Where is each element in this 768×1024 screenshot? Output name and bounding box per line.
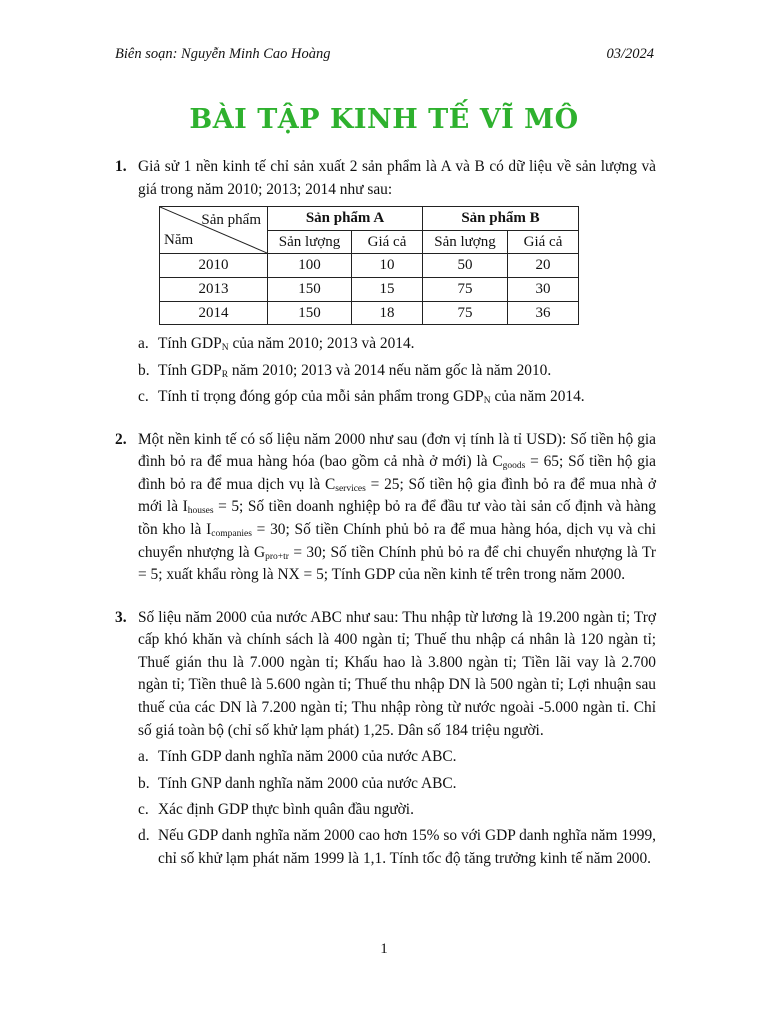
subquestion-letter: b. [138,361,150,379]
problem-3 [115,607,656,871]
subquestion-letter: b. [138,774,150,792]
subquestion-c [138,799,656,822]
text-run: = 30; Số tiền Chính phủ bỏ ra để mua hàng hóa, dịch vụ và chi chuyển nhượng là G [138,520,657,561]
subquestion-letter: d. [138,827,150,845]
subquestion-letter: a. [138,335,149,353]
document-title: BÀI TẬP KINH TẾ VĨ MÔ [189,104,579,135]
subquestion-text: Tính GNP danh nghĩa năm 2000 của nước ABC. [158,774,457,792]
data-table [159,206,579,325]
subscript: N [483,395,491,406]
header-product-a: Sản phẩm A [268,207,423,231]
problem-1-subquestions [138,333,656,408]
col-header-qty-a: Sản lượng [268,230,352,254]
cell-year: 2014 [160,301,268,325]
problem-3-subquestions [138,746,656,870]
author-credit: Biên soạn: Nguyễn Minh Cao Hoàng [115,46,331,62]
cell-year: 2013 [160,277,268,301]
subscript: companies [211,528,252,539]
cell-qty-a: 150 [268,277,352,301]
subquestion-letter: c. [138,387,149,405]
subscript: services [335,483,366,494]
cell-qty-a: 100 [268,254,352,278]
subscript: houses [187,506,214,517]
cell-year: 2010 [160,254,268,278]
subquestion-text: Tính GDP danh nghĩa năm 2000 của nước ABC. [158,748,457,766]
table-corner-cell [160,207,268,254]
subquestion-text: Tính tỉ trọng đóng góp của mỗi sản phẩm trong GDP [158,387,484,405]
cell-qty-b: 75 [423,301,508,325]
subquestion-text: Tính GDP [158,361,222,379]
cell-qty-a: 150 [268,301,352,325]
corner-label-product: Sản phẩm [201,212,261,229]
subscript: R [221,369,229,380]
table-header-row [160,207,579,231]
problem-text: Giả sử 1 nền kinh tế chỉ sản xuất 2 sản phẩm là A và B có dữ liệu về sản lượng và giá trong năm 2010; 2013; 2014 như sau: [138,158,656,198]
subquestion-letter: c. [138,801,149,819]
header-date: 03/2024 [606,46,654,62]
subscript: N [221,343,229,354]
cell-price-a: 18 [352,301,423,325]
cell-qty-b: 75 [423,277,508,301]
text-run: = 25; Số tiền hộ gia đình bỏ ra để mua nhà ở mới là I [138,475,656,516]
subquestion-text-cont: của năm 2010; 2013 và 2014. [228,335,415,353]
table-row [160,301,579,325]
problem-number: 2. [115,430,127,448]
subquestion-text-cont: năm 2010; 2013 và 2014 nếu năm gốc là năm 2010. [228,361,552,379]
subquestion-a [138,333,656,356]
cell-price-a: 10 [352,254,423,278]
cell-price-b: 30 [508,277,579,301]
text-run: Một nền kinh tế có số liệu năm 2000 như sau (đơn vị tính là tỉ USD): Số tiền hộ gia đình bỏ ra để mua hàng hóa (bao gồm cả nhà ở mới) là C [138,430,656,471]
text-run: = 5; Số tiền doanh nghiệp bỏ ra để đầu tư vào tài sản cố định và hàng tồn kho là I [138,498,656,538]
subscript: goods [502,461,526,472]
cell-price-a: 15 [352,277,423,301]
table-row [160,277,579,301]
subquestion-a [138,746,656,769]
subquestion-c [138,386,656,409]
subquestion-text: Xác định GDP thực bình quân đầu người. [158,801,414,819]
col-header-price-a: Giá cả [352,230,423,254]
problem-number: 3. [115,608,127,626]
subquestion-b [138,360,656,383]
problem-text [138,429,656,587]
col-header-qty-b: Sản lượng [423,230,508,254]
problem-2 [115,429,656,587]
subquestion-text: Nếu GDP danh nghĩa năm 2000 cao hơn 15% so với GDP danh nghĩa năm 1999, chỉ số khử lạm phát năm 1999 là 1,1. Tính tốc độ tăng trưởng kinh tế năm 2000. [158,827,656,868]
cell-price-b: 36 [508,301,579,325]
col-header-price-b: Giá cả [508,230,579,254]
corner-label-year: Năm [164,231,194,248]
text-run: = 65; Số tiền hộ gia đình bỏ ra để mua dịch vụ là C [138,453,656,493]
subquestion-d [138,825,656,870]
table-row [160,254,579,278]
document-body [115,156,656,891]
cell-price-b: 20 [508,254,579,278]
page-header [115,46,654,66]
problem-text: Số liệu năm 2000 của nước ABC như sau: Thu nhập từ lương là 19.200 ngàn tỉ; Trợ cấp khó khăn và chính sách là 400 ngàn tỉ; Thuế thu nhập cá nhân là 120 ngàn tỉ; Thuế gián thu là 7.000 ngàn tỉ; Khấu hao là 3.800 ngàn tỉ; Tiền lãi vay là 2.700 ngàn tỉ; Tiền thuê là 5.600 ngàn tỉ; Thuế thu nhập DN là 500 ngàn tỉ; Lợi nhuận sau thuế của các DN là 7.200 ngàn tỉ; Thu nhập ròng từ nước ngoài -5.000 ngàn tỉ. Chỉ số giá toàn bộ (chỉ số khử lạm phát) 1,25. Dân số 184 triệu người. [138,608,656,739]
page-number: 1 [380,941,388,957]
text-run: = 30; Số tiền Chính phủ bỏ ra để chi chuyển nhượng là Tr = 5; xuất khẩu ròng là NX = 5; Tính GDP của nền kinh tế trên trong năm 2000. [138,543,656,584]
subscript: pro+tr [265,551,289,562]
problem-1 [115,156,656,409]
header-product-b: Sản phẩm B [423,207,579,231]
cell-qty-b: 50 [423,254,508,278]
problem-number: 1. [115,158,127,175]
subquestion-b [138,773,656,796]
subquestion-text-cont: của năm 2014. [490,387,585,405]
subquestion-text: Tính GDP [158,335,222,353]
subquestion-letter: a. [138,748,149,766]
